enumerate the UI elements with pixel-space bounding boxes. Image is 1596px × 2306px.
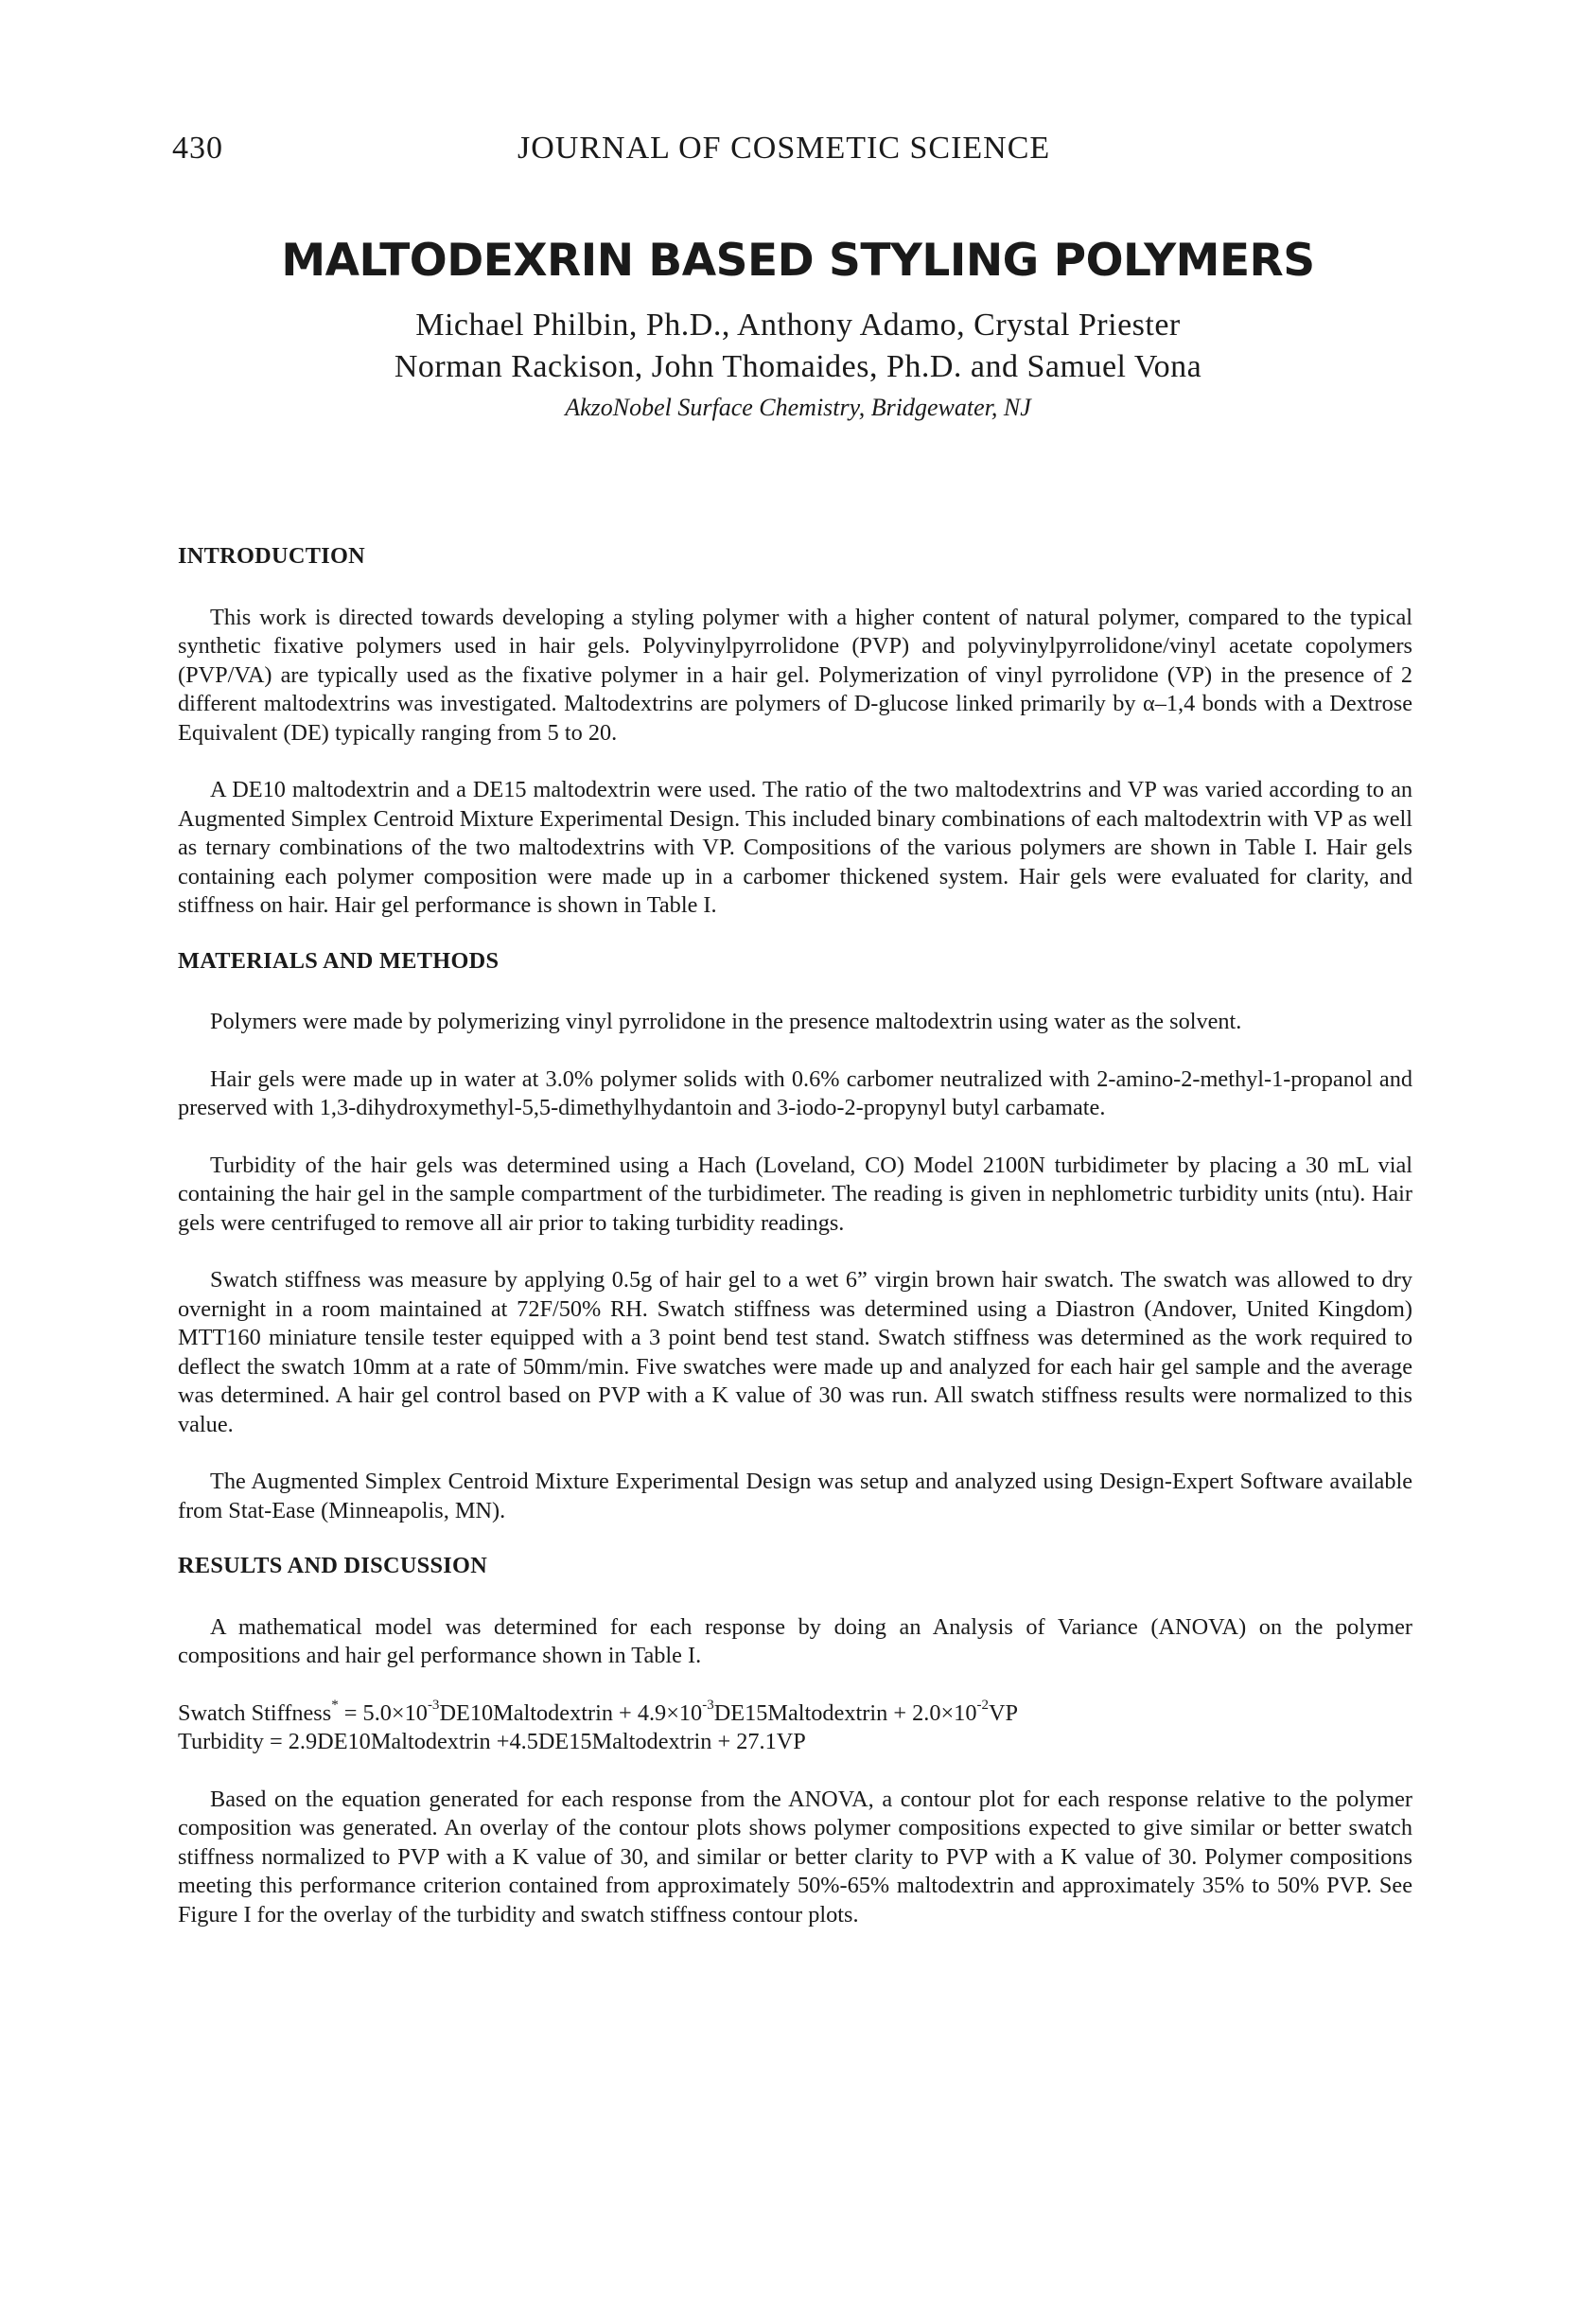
results-paragraph-1: A mathematical model was determined for each response by doing an Analysis of Variance (ANOVA) on the polymer compositions and hair gel performance shown in Table I. (178, 1613, 1412, 1668)
author-line-2: Norman Rackison, John Thomaides, Ph.D. and Samuel Vona (394, 349, 1202, 384)
author-line-1: Michael Philbin, Ph.D., Anthony Adamo, Crystal Priester (415, 308, 1181, 343)
author-list (0, 305, 1596, 388)
equation-turbidity: Turbidity = 2.9DE10Maltodextrin +4.5DE15Maltodextrin + 27.1VP (178, 1729, 806, 1754)
article-title: MALTODEXRIN BASED STYLING POLYMERS (281, 235, 1315, 287)
running-header (172, 131, 1424, 178)
model-equations (178, 1699, 1412, 1757)
section-heading-introduction: INTRODUCTION (178, 543, 365, 569)
equation-swatch-stiffness: Swatch Stiffness* = $5.0\times 10^{-3}DE10Maltodextrin$ + $4.9\times 10^{-3}DE15Maltodextrin + 2.0\times 10^{-2}VP$ (178, 1698, 1019, 1726)
methods-paragraph-3: Turbidity of the hair gels was determined using a Hach (Loveland, CO) Model 2100N turbidimeter by placing a 30 mL vial containing the hair gel in the sample compartment of the turbidimeter. The reading is given in nephlometric turbidity units (ntu). Hair gels were centrifuged to remove all air prior to taking turbidity readings. (178, 1152, 1412, 1236)
affiliation: AkzoNobel Surface Chemistry, Bridgewater, NJ (565, 394, 1031, 421)
methods-paragraph-1: Polymers were made by polymerizing vinyl pyrrolidone in the presence maltodextrin using water as the solvent. (210, 1009, 1242, 1034)
page-number: 430 (172, 131, 223, 166)
results-paragraph-2: Based on the equation generated for each response from the ANOVA, a contour plot for each response relative to the polymer composition was generated. An overlay of the contour plots shows polymer compositions expected to give similar or better swatch stiffness normalized to PVP with a K value of 30, and similar or better clarity to PVP with a K value of 30. Polymer compositions meeting this performance criterion contained from approximately 50%-65% maltodextrin and approximately 35% to 50% PVP. See Figure I for the overlay of the turbidity and swatch stiffness contour plots. (178, 1786, 1412, 1928)
section-heading-methods: MATERIALS AND METHODS (178, 947, 500, 974)
methods-paragraph-2: Hair gels were made up in water at 3.0% polymer solids with 0.6% carbomer neutralized with 2-amino-2-methyl-1-propanol and preserved with 1,3-dihydroxymethyl-5,5-dimethylhydantoin and 3-iodo-2-propynyl butyl carbamate. (178, 1065, 1412, 1120)
methods-paragraph-5: The Augmented Simplex Centroid Mixture Experimental Design was setup and analyzed using Design-Expert Software available from Stat-Ease (Minneapolis, MN). (178, 1469, 1412, 1523)
introduction-paragraph-1: This work is directed towards developing a styling polymer with a higher content of natural polymer, compared to the typical synthetic fixative polymers used in hair gels. Polyvinylpyrrolidone (PVP) and polyvinylpyrrolidone/vinyl acetate copolymers (PVP/VA) are typically used as the fixative polymer in a hair gel. Polymerization of vinyl pyrrolidone (VP) in the presence of 2 different maltodextrins was investigated. Maltodextrins are polymers of D-glucose linked primarily by α–1,4 bonds with a Dextrose Equivalent (DE) typically ranging from 5 to 20. (178, 604, 1412, 746)
journal-name: JOURNAL OF COSMETIC SCIENCE (517, 131, 1051, 166)
section-heading-results: RESULTS AND DISCUSSION (178, 1553, 488, 1578)
methods-paragraph-4: Swatch stiffness was measure by applying 0.5g of hair gel to a wet 6” virgin brown hair swatch. The swatch was allowed to dry overnight in a room maintained at 72F/50% RH. Swatch stiffness was determined using a Diastron (Andover, United Kingdom) MTT160 miniature tensile tester equipped with a 3 point bend test stand. Swatch stiffness was determined as the work required to deflect the swatch 10mm at a rate of 50mm/min. Five swatches were made up and analyzed for each hair gel sample and the average was determined. A hair gel control based on PVP with a K value of 30 was run. All swatch stiffness results were normalized to this value. (178, 1267, 1412, 1437)
introduction-paragraph-2: A DE10 maltodextrin and a DE15 maltodextrin were used. The ratio of the two maltodextrins and VP was varied according to an Augmented Simplex Centroid Mixture Experimental Design. This included binary combinations of each maltodextrin with VP as well as ternary combinations of the two maltodextrins with VP. Compositions of the various polymers are shown in Table I. Hair gels containing each polymer composition were made up in a carbomer thickened system. Hair gels were evaluated for clarity, and stiffness on hair. Hair gel performance is shown in Table I. (178, 777, 1412, 918)
article-body (178, 542, 1412, 1929)
